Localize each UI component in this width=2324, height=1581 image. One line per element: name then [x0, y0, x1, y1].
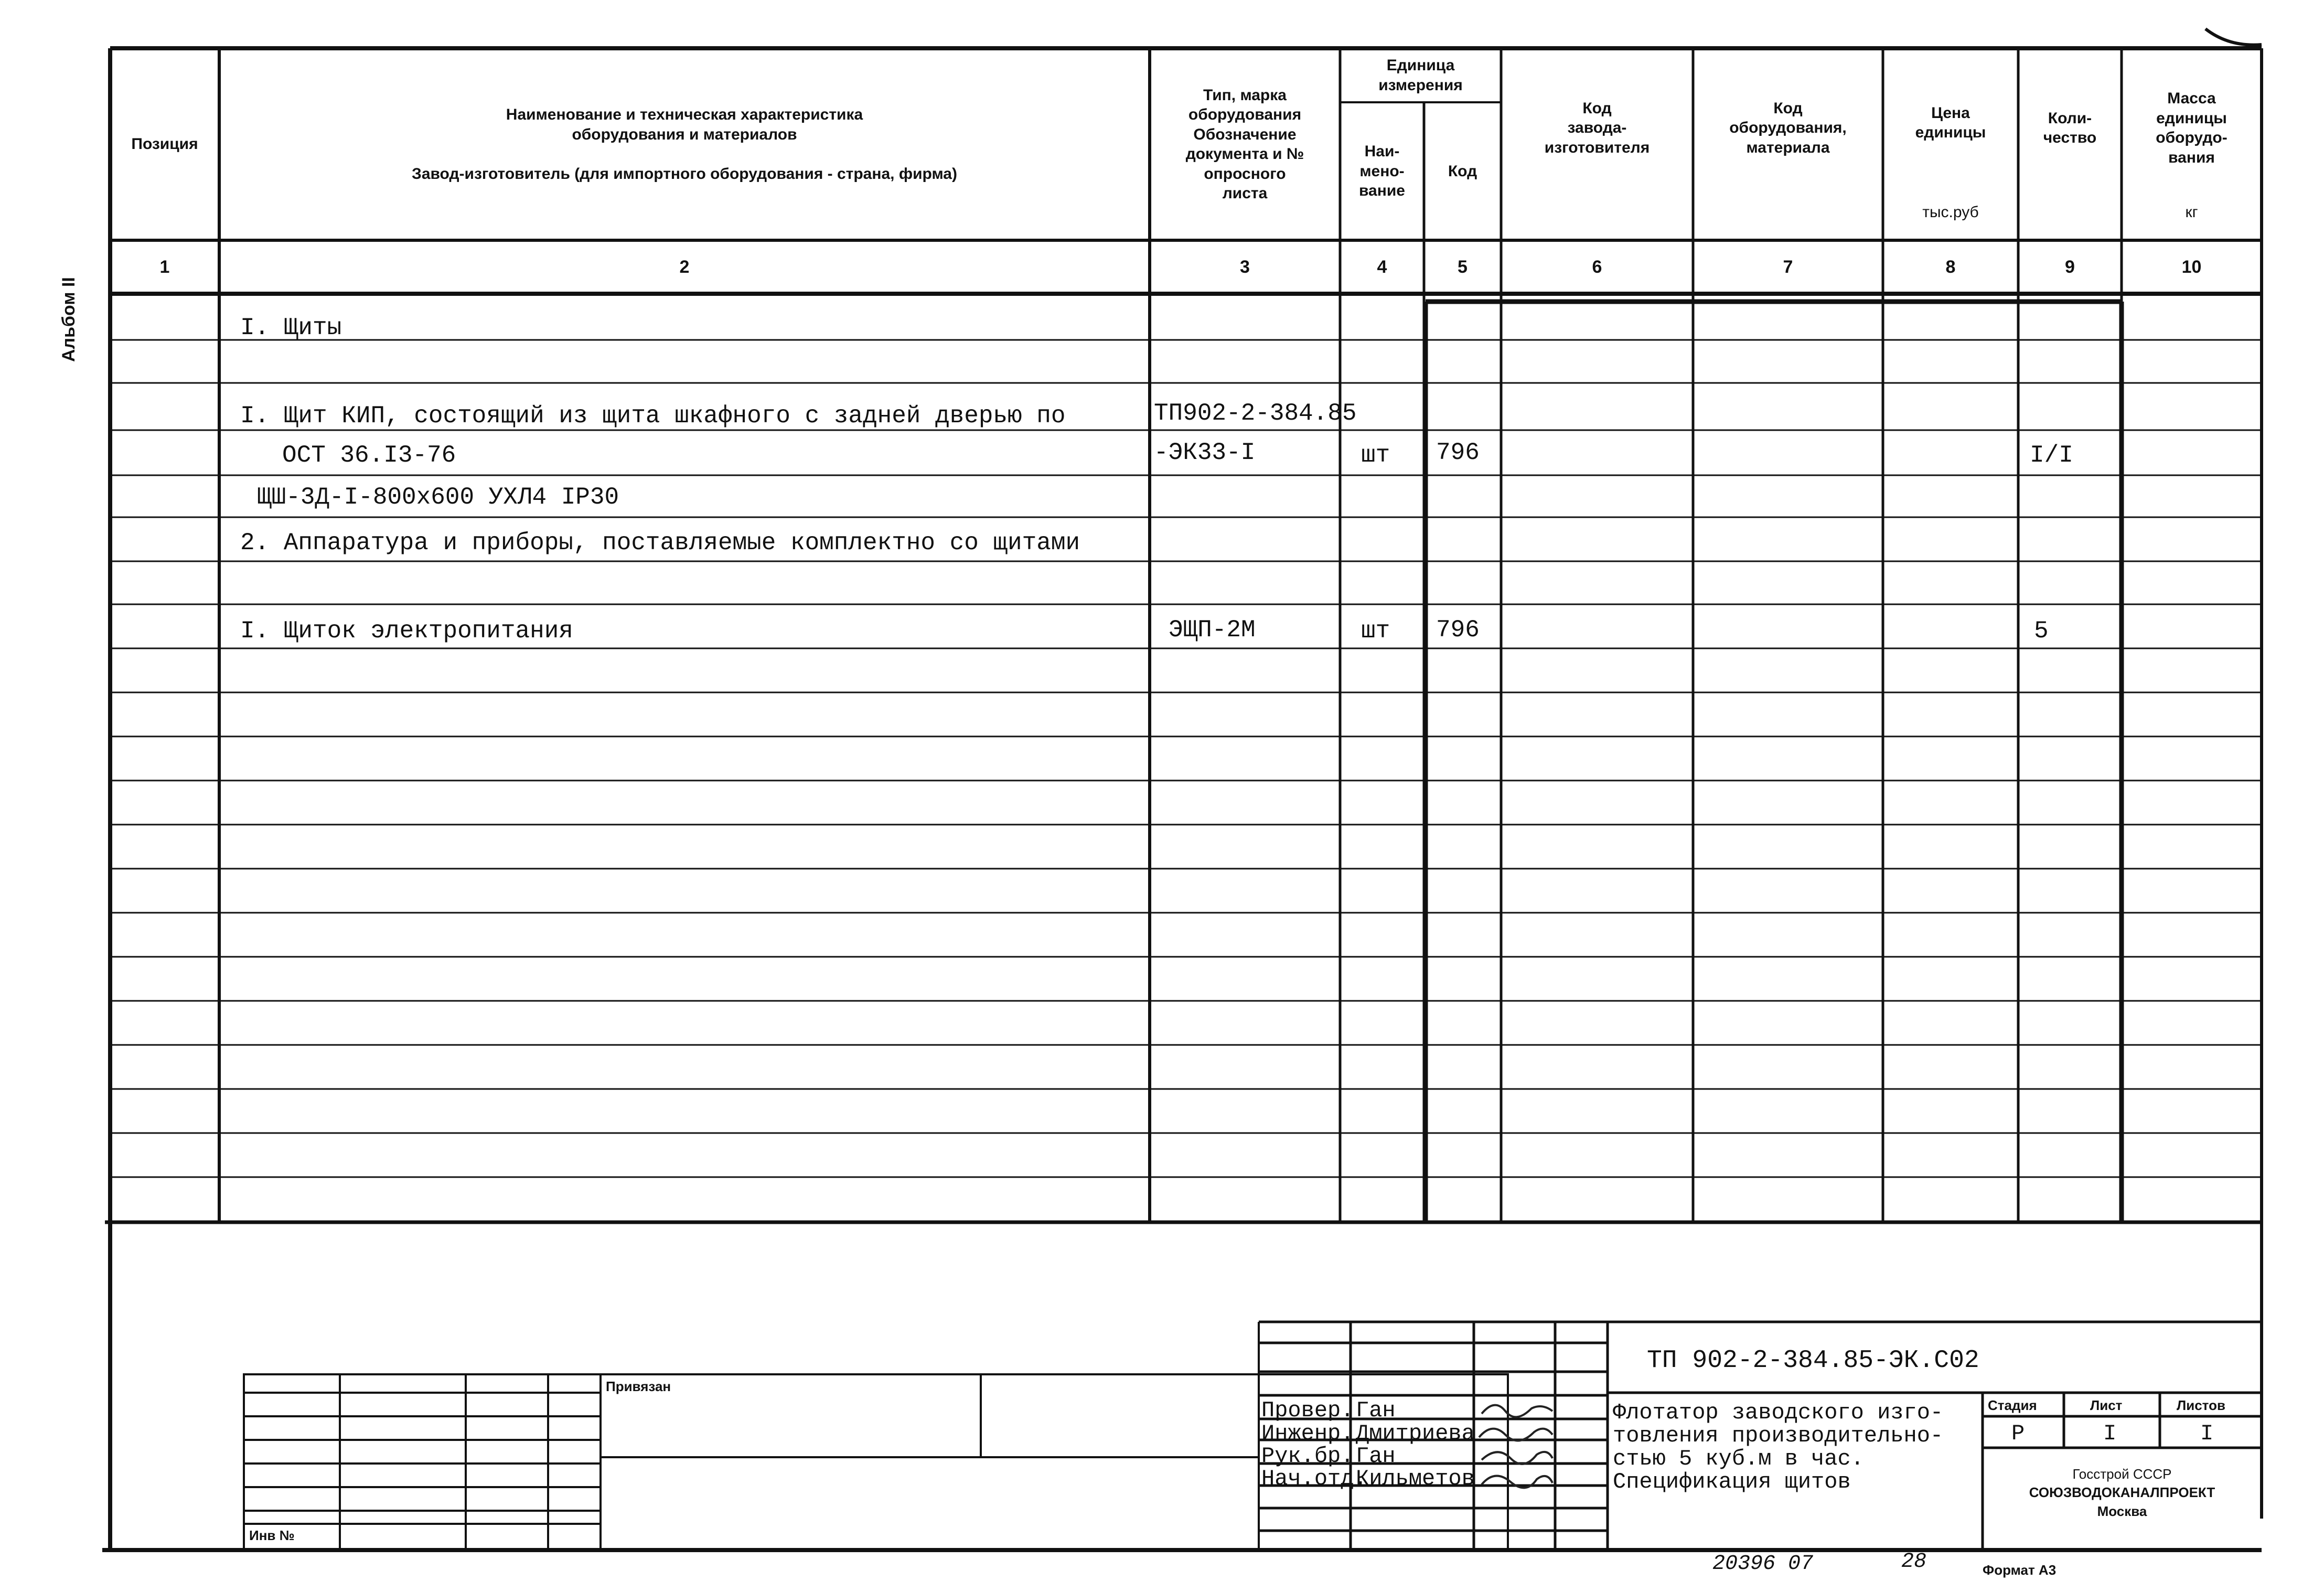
column-number-4: 4 [1377, 257, 1387, 277]
column-number-3: 3 [1240, 257, 1250, 277]
header-position: Позиция [131, 135, 198, 153]
sheets-value: I [2200, 1421, 2214, 1446]
privyazan-label: Привязан [606, 1379, 671, 1394]
signer-role: Нач.отд. [1261, 1466, 1367, 1491]
signer-role: Провер. [1261, 1398, 1354, 1423]
title-line: Спецификация щитов [1613, 1469, 1851, 1494]
title-line: Флотатор заводского изго- [1613, 1400, 1944, 1425]
signer-role: Инженр. [1261, 1421, 1354, 1446]
row-name: I. Щиток электропитания [240, 617, 573, 645]
header-unit-price: Цена единицы [1915, 104, 1986, 141]
signature-marks [1474, 1393, 1558, 1550]
album-side-label: Альбом II [59, 277, 79, 362]
row-quantity: 5 [2034, 617, 2049, 645]
org-name: СОЮЗВОДОКАНАЛПРОЕКТ [2029, 1484, 2215, 1500]
title-line: товления производительно- [1613, 1423, 1944, 1448]
signer-name: Дмитриева [1356, 1421, 1475, 1446]
sheet-label: Лист [2090, 1397, 2123, 1413]
header-maker-code: Код завода- изготовителя [1544, 99, 1650, 156]
inventory-number-label: Инв № [249, 1527, 295, 1543]
row-quantity: I/I [2030, 442, 2073, 469]
header-price-unit: тыс.руб [1922, 204, 1979, 221]
header-name: Наименование и техническая характеристика оборудования и материалов Завод-изготовитель (для импортного оборудования - страна, фирма) [412, 106, 957, 183]
archive-number: 20396 07 [1712, 1552, 1814, 1576]
page-number: 28 [1901, 1550, 1927, 1574]
column-number-6: 6 [1592, 257, 1602, 277]
org-city: Москва [2097, 1503, 2147, 1519]
title-line: стью 5 куб.м в час. [1613, 1446, 1864, 1471]
row-type: ТП902-2-384.85 [1154, 400, 1357, 427]
row-unit: шт [1361, 617, 1390, 645]
column-number-7: 7 [1783, 257, 1793, 277]
paper-format: Формат А3 [1983, 1562, 2057, 1578]
row-type: ЭЩП-2М [1169, 616, 1256, 644]
header-equipment-code: Код оборудования, материала [1729, 99, 1847, 156]
header-unit-group: Единица измерения [1378, 57, 1463, 94]
header-unit-name: Наи- мено- вание [1359, 143, 1405, 200]
stage-value: Р [2011, 1421, 2025, 1446]
column-number-8: 8 [1945, 257, 1956, 277]
header-mass: Масса единицы оборудо- вания [2156, 90, 2227, 166]
column-number-1: 1 [159, 257, 170, 277]
document-code: ТП 902-2-384.85-ЭК.С02 [1647, 1347, 1979, 1375]
signer-name: Ган [1356, 1444, 1396, 1469]
signer-name: Ган [1356, 1398, 1396, 1423]
column-number-2: 2 [679, 257, 690, 277]
row-code: 796 [1436, 616, 1480, 644]
header-type: Тип, марка оборудования Обозначение документа и № опросного листа [1185, 86, 1304, 202]
column-number-9: 9 [2065, 257, 2075, 277]
row-name: I. Щит КИП, состоящий из щита шкафного с задней дверью по [240, 402, 1066, 430]
row-name: ЩШ-3Д-I-800х600 УХЛ4 IP30 [257, 484, 619, 511]
row-name: ОСТ 36.I3-76 [282, 442, 456, 469]
row-code: 796 [1436, 439, 1480, 466]
header-mass-unit: кг [2185, 204, 2198, 221]
header-unit-code: Код [1448, 162, 1477, 180]
sheets-label: Листов [2177, 1397, 2225, 1413]
sheet-value: I [2103, 1421, 2117, 1446]
column-number-10: 10 [2181, 257, 2202, 277]
org-ministry: Госстрой СССР [2072, 1466, 2172, 1482]
row-section-title: I. Щиты [240, 314, 342, 341]
stage-label: Стадия [1988, 1397, 2037, 1413]
row-unit: шт [1361, 442, 1390, 469]
column-number-5: 5 [1458, 257, 1468, 277]
row-section-title: 2. Аппаратура и приборы, поставляемые комплектно со щитами [240, 529, 1080, 557]
signer-role: Рук.бр. [1261, 1444, 1354, 1469]
row-type: -ЭК33-I [1154, 439, 1256, 466]
header-quantity: Коли- чество [2043, 109, 2097, 146]
signer-name: Кильметов [1356, 1466, 1475, 1491]
